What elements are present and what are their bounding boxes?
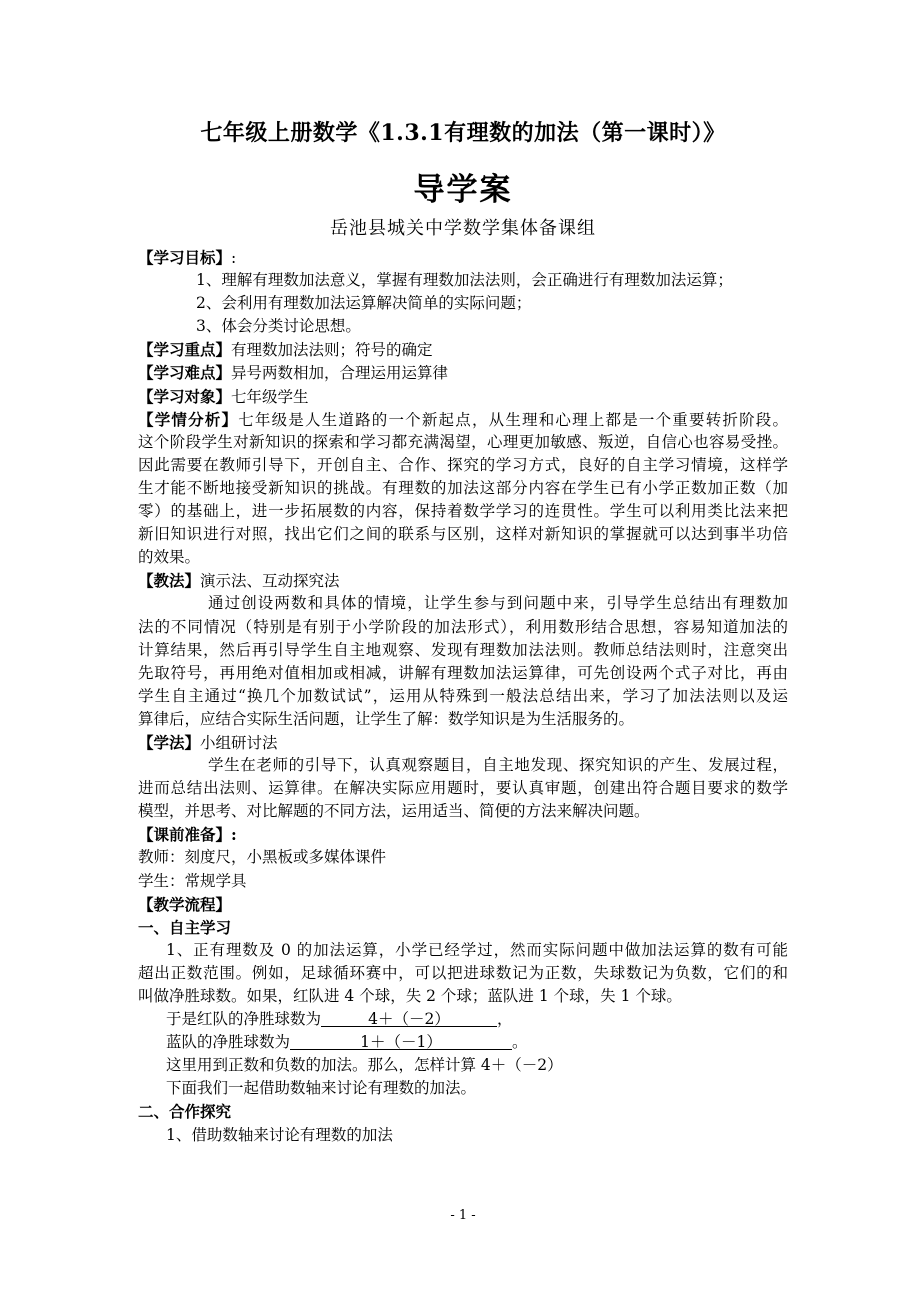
analysis-line (138, 408, 788, 431)
analysis-line: 因此需要在教师引导下，开创自主、合作、探究的学习方式，良好的自主学习情境，这样学 (138, 455, 788, 474)
document-body (138, 246, 788, 1147)
goals-heading (138, 246, 788, 269)
teaching-method-line: 学生自主通过“换几个加数试试”，运用从特殊到一般法总结出来，学习了加法法则以及运 (138, 686, 788, 705)
section1-next: 下面我们一起借助数轴来讨论有理数的加法。 (166, 1079, 477, 1098)
document-author: 岳池县城关中学数学集体备课组 (330, 218, 596, 239)
prep-colon: : (231, 825, 237, 845)
learning-method-row (138, 731, 788, 754)
prep-heading (138, 823, 788, 846)
goal-item: 3、体会分类讨论思想。 (196, 317, 361, 336)
teaching-method-row (138, 569, 788, 592)
red-team-answer: 4＋（－2） (321, 1008, 497, 1027)
analysis-label: 【学情分析】 (138, 409, 239, 429)
red-team-row (138, 1008, 788, 1031)
red-team-suffix: ， (497, 1010, 513, 1029)
page-number: - 1 - (450, 1208, 476, 1223)
key-point-label: 【学习重点】 (138, 340, 232, 360)
goal-item: 2、会利用有理数加法运算解决简单的实际问题； (196, 294, 532, 313)
section2-item: 1、借助数轴来讨论有理数的加法 (166, 1125, 393, 1144)
difficulty-row (138, 361, 788, 384)
teaching-method-line: 通过创设两数和具体的情境，让学生参与到问题中来，引导学生总结出有理数加 (208, 594, 788, 613)
blue-team-answer: 1＋（－1） (290, 1031, 512, 1050)
difficulty-label: 【学习难点】 (138, 363, 232, 383)
teaching-method-label: 【教法】 (138, 571, 201, 591)
section1-line: 超出正数范围。例如，足球循环赛中，可以把进球数记为正数，失球数记为负数，它们的和 (138, 963, 788, 982)
prep-student: 学生：常规学具 (138, 871, 247, 890)
key-point-text: 有理数加法法则；符号的确定 (231, 341, 433, 360)
document-subtitle: 导学案 (413, 172, 513, 208)
document-title: 七年级上册数学《1.3.1有理数的加法（第一课时）》 (200, 120, 726, 146)
learning-method-line: 学生在老师的引导下，认真观察题目，自主地发现、探究知识的产生、发展过程， (208, 756, 788, 775)
learning-method-label: 【学法】 (138, 732, 201, 752)
red-team-prefix: 于是红队的净胜球数为 (166, 1010, 322, 1029)
section-heading: 一、自主学习 (138, 917, 232, 937)
section1-after: 这里用到正数和负数的加法。那么，怎样计算 4＋（－2） (166, 1056, 563, 1075)
section1-line: 叫做净胜球数。如果，红队进 4 个球，失 2 个球；蓝队进 1 个球，失 1 个球。 (138, 987, 682, 1005)
analysis-line: 新旧知识进行对照，找出它们之间的联系与区别，这样对新知识的掌握就可以达到事半功倍 (138, 525, 788, 544)
blue-team-row (138, 1031, 788, 1054)
audience-text: 七年级学生 (231, 387, 309, 406)
analysis-line: 的效果。 (138, 548, 201, 567)
analysis-line: 生才能不断地接受新知识的挑战。有理数的加法这部分内容在学生已有小学正数加正数（加 (138, 478, 788, 497)
teaching-method-line: 算律后，应结合实际生活问题，让学生了解：数学知识是为生活服务的。 (138, 709, 635, 728)
teaching-method-line: 计算结果，然后再引导学生自主地观察、发现有理数加法法则。教师总结法则时，注意突出 (138, 640, 788, 659)
section-heading: 二、合作探究 (138, 1102, 232, 1122)
blue-team-suffix: 。 (512, 1033, 528, 1052)
teaching-method-line: 先取符号，再用绝对值相加或相减，讲解有理数加法运算律，可先创设两个式子对比，再由 (138, 663, 788, 682)
goals-label: 【学习目标】 (138, 248, 232, 267)
learning-method-line: 进而总结出法则、运算律。在解决实际应用题时，要认真审题，创建出符合题目要求的数学 (138, 779, 788, 798)
blue-team-prefix: 蓝队的净胜球数为 (166, 1033, 291, 1052)
difficulty-text: 异号两数相加，合理运用运算律 (231, 364, 449, 383)
goal-item: 1、理解有理数加法意义，掌握有理数加法法则，会正确进行有理数加法运算； (196, 271, 733, 290)
analysis-line: 零）的基础上，进一步拓展数的内容，保持着数学学习的连贯性。学生可以利用类比法来把 (138, 502, 788, 521)
teaching-method-line: 法的不同情况（特别是有别于小学阶段的加法形式），利用数形结合思想，容易知道加法的 (138, 617, 788, 636)
teaching-method-text: 演示法、互动探究法 (200, 572, 340, 591)
analysis-line: 这个阶段学生对新知识的探索和学习都充满渴望，心理更加敏感、叛逆，自信心也容易受挫。 (138, 432, 788, 451)
prep-label: 【课前准备】 (138, 825, 232, 845)
section1-line: 1、正有理数及 0 的加法运算，小学已经学过，然而实际问题中做加法运算的数有可能 (166, 940, 788, 959)
key-point-row (138, 338, 788, 361)
prep-teacher: 教师：刻度尺，小黑板或多媒体课件 (138, 848, 387, 867)
flow-label: 【教学流程】 (138, 894, 232, 914)
analysis-text: 七年级是人生道路的一个新起点，从生理和心理上都是一个重要转折阶段。 (238, 410, 788, 429)
goals-colon: : (231, 249, 237, 267)
learning-method-text: 小组研讨法 (200, 733, 278, 752)
audience-row (138, 385, 788, 408)
audience-label: 【学习对象】 (138, 386, 232, 406)
learning-method-line: 模型，并思考、对比解题的不同方法，运用适当、简便的方法来解决问题。 (138, 802, 650, 821)
